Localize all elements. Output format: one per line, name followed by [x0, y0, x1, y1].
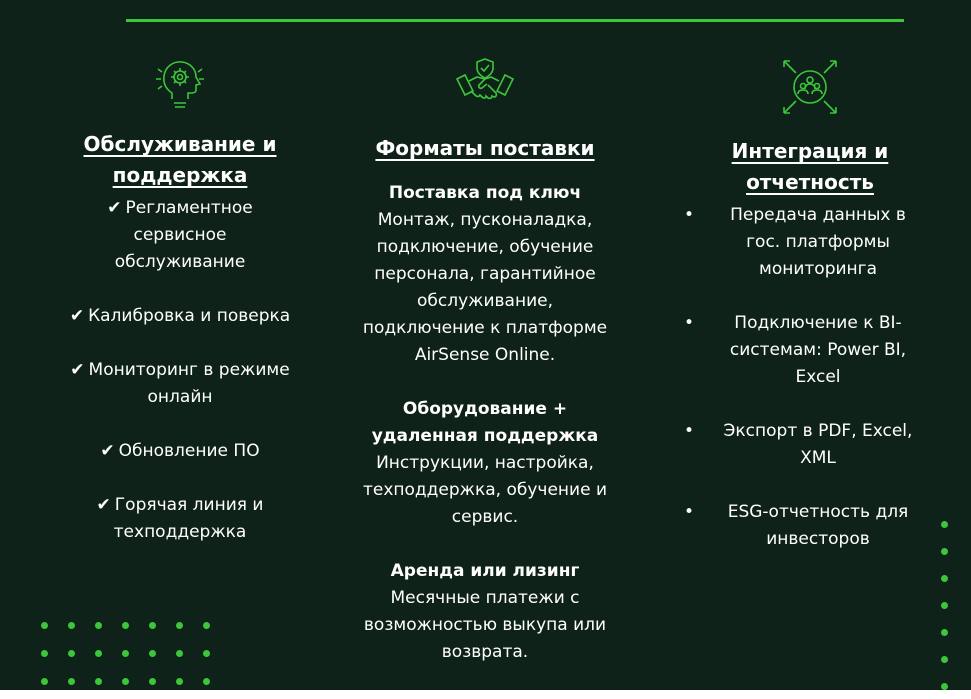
list-item: ✔ Регламентное сервисное обслуживание [107, 198, 253, 272]
decorative-dot [68, 678, 75, 685]
decorative-dot [95, 650, 102, 657]
decorative-dot [941, 521, 948, 528]
decorative-dot [941, 683, 948, 690]
decorative-dot [941, 602, 948, 609]
decorative-dot [95, 678, 102, 685]
column-service-support [40, 55, 320, 573]
block-text: Инструкции, настройка, техподдержка, обучение и сервис. [362, 453, 608, 527]
check-icon: ✔ [70, 360, 85, 380]
decorative-dot [122, 622, 129, 629]
block-title: Аренда или лизинг [390, 561, 580, 581]
team-arrows-integration-icon [778, 55, 842, 119]
block-title: Оборудование + удаленная поддержка [371, 399, 599, 446]
decorative-dot [176, 622, 183, 629]
bullet-icon: • [684, 421, 695, 441]
check-icon: ✔ [100, 441, 115, 461]
block-title: Поставка под ключ [388, 183, 582, 203]
list-item: • Передача данных в гос. платформы мониторинга [660, 202, 960, 283]
decorative-dot [122, 650, 129, 657]
decorative-dot [941, 629, 948, 636]
decorative-dot [149, 622, 156, 629]
block-text: Монтаж, пусконаладка, подключение, обучение персонала, гарантийное обслуживание, подключение к платформе AirSense Online. [362, 210, 608, 365]
decorative-dot [122, 678, 129, 685]
handshake-shield-icon [453, 55, 517, 115]
decorative-dot [41, 622, 48, 629]
decorative-dot [95, 622, 102, 629]
list-item: ✔ Обновление ПО [100, 441, 260, 461]
list-item: • ESG-отчетность для инвесторов [660, 499, 960, 553]
delivery-block [330, 396, 640, 531]
decorative-dot [68, 622, 75, 629]
decorative-dot [149, 678, 156, 685]
list-item: ✔ Горячая линия и техподдержка [96, 495, 264, 542]
lightbulb-gear-head-icon [150, 55, 210, 115]
decorative-dot [149, 650, 156, 657]
decorative-dot [41, 678, 48, 685]
decorative-dot [41, 650, 48, 657]
decorative-dot [941, 656, 948, 663]
integration-list [660, 202, 960, 553]
bullet-icon: • [684, 502, 695, 522]
list-item: • Подключение к BI- системам: Power BI, Excel [660, 310, 960, 391]
column-title: Форматы поставки [375, 136, 595, 160]
column-title: Интеграция и отчетность [731, 139, 889, 194]
list-item: ✔ Мониторинг в режиме онлайн [70, 360, 290, 407]
column-integration-reporting [660, 55, 960, 580]
check-icon: ✔ [69, 306, 85, 326]
check-icon: ✔ [107, 198, 122, 218]
delivery-block [330, 180, 640, 369]
decorative-dot [941, 575, 948, 582]
decorative-dot [203, 678, 210, 685]
bottom-edge [0, 690, 971, 699]
bullet-icon: • [684, 313, 695, 333]
block-text: Месячные платежи с возможностью выкупа или возврата. [363, 588, 607, 662]
top-divider-line [126, 19, 904, 22]
service-list [40, 195, 320, 546]
decorative-dot [203, 650, 210, 657]
bullet-icon: • [684, 205, 695, 225]
list-item: • Экспорт в PDF, Excel, XML [660, 418, 960, 472]
decorative-dot [203, 622, 210, 629]
decorative-dot [941, 548, 948, 555]
decorative-dot [68, 650, 75, 657]
check-icon: ✔ [96, 495, 111, 515]
decorative-dot [176, 678, 183, 685]
column-delivery-formats [330, 55, 640, 666]
decorative-dot [176, 650, 183, 657]
column-title: Обслуживание и поддержка [83, 132, 277, 187]
delivery-block [330, 558, 640, 666]
list-item: ✔ Калибровка и поверка [69, 306, 291, 326]
